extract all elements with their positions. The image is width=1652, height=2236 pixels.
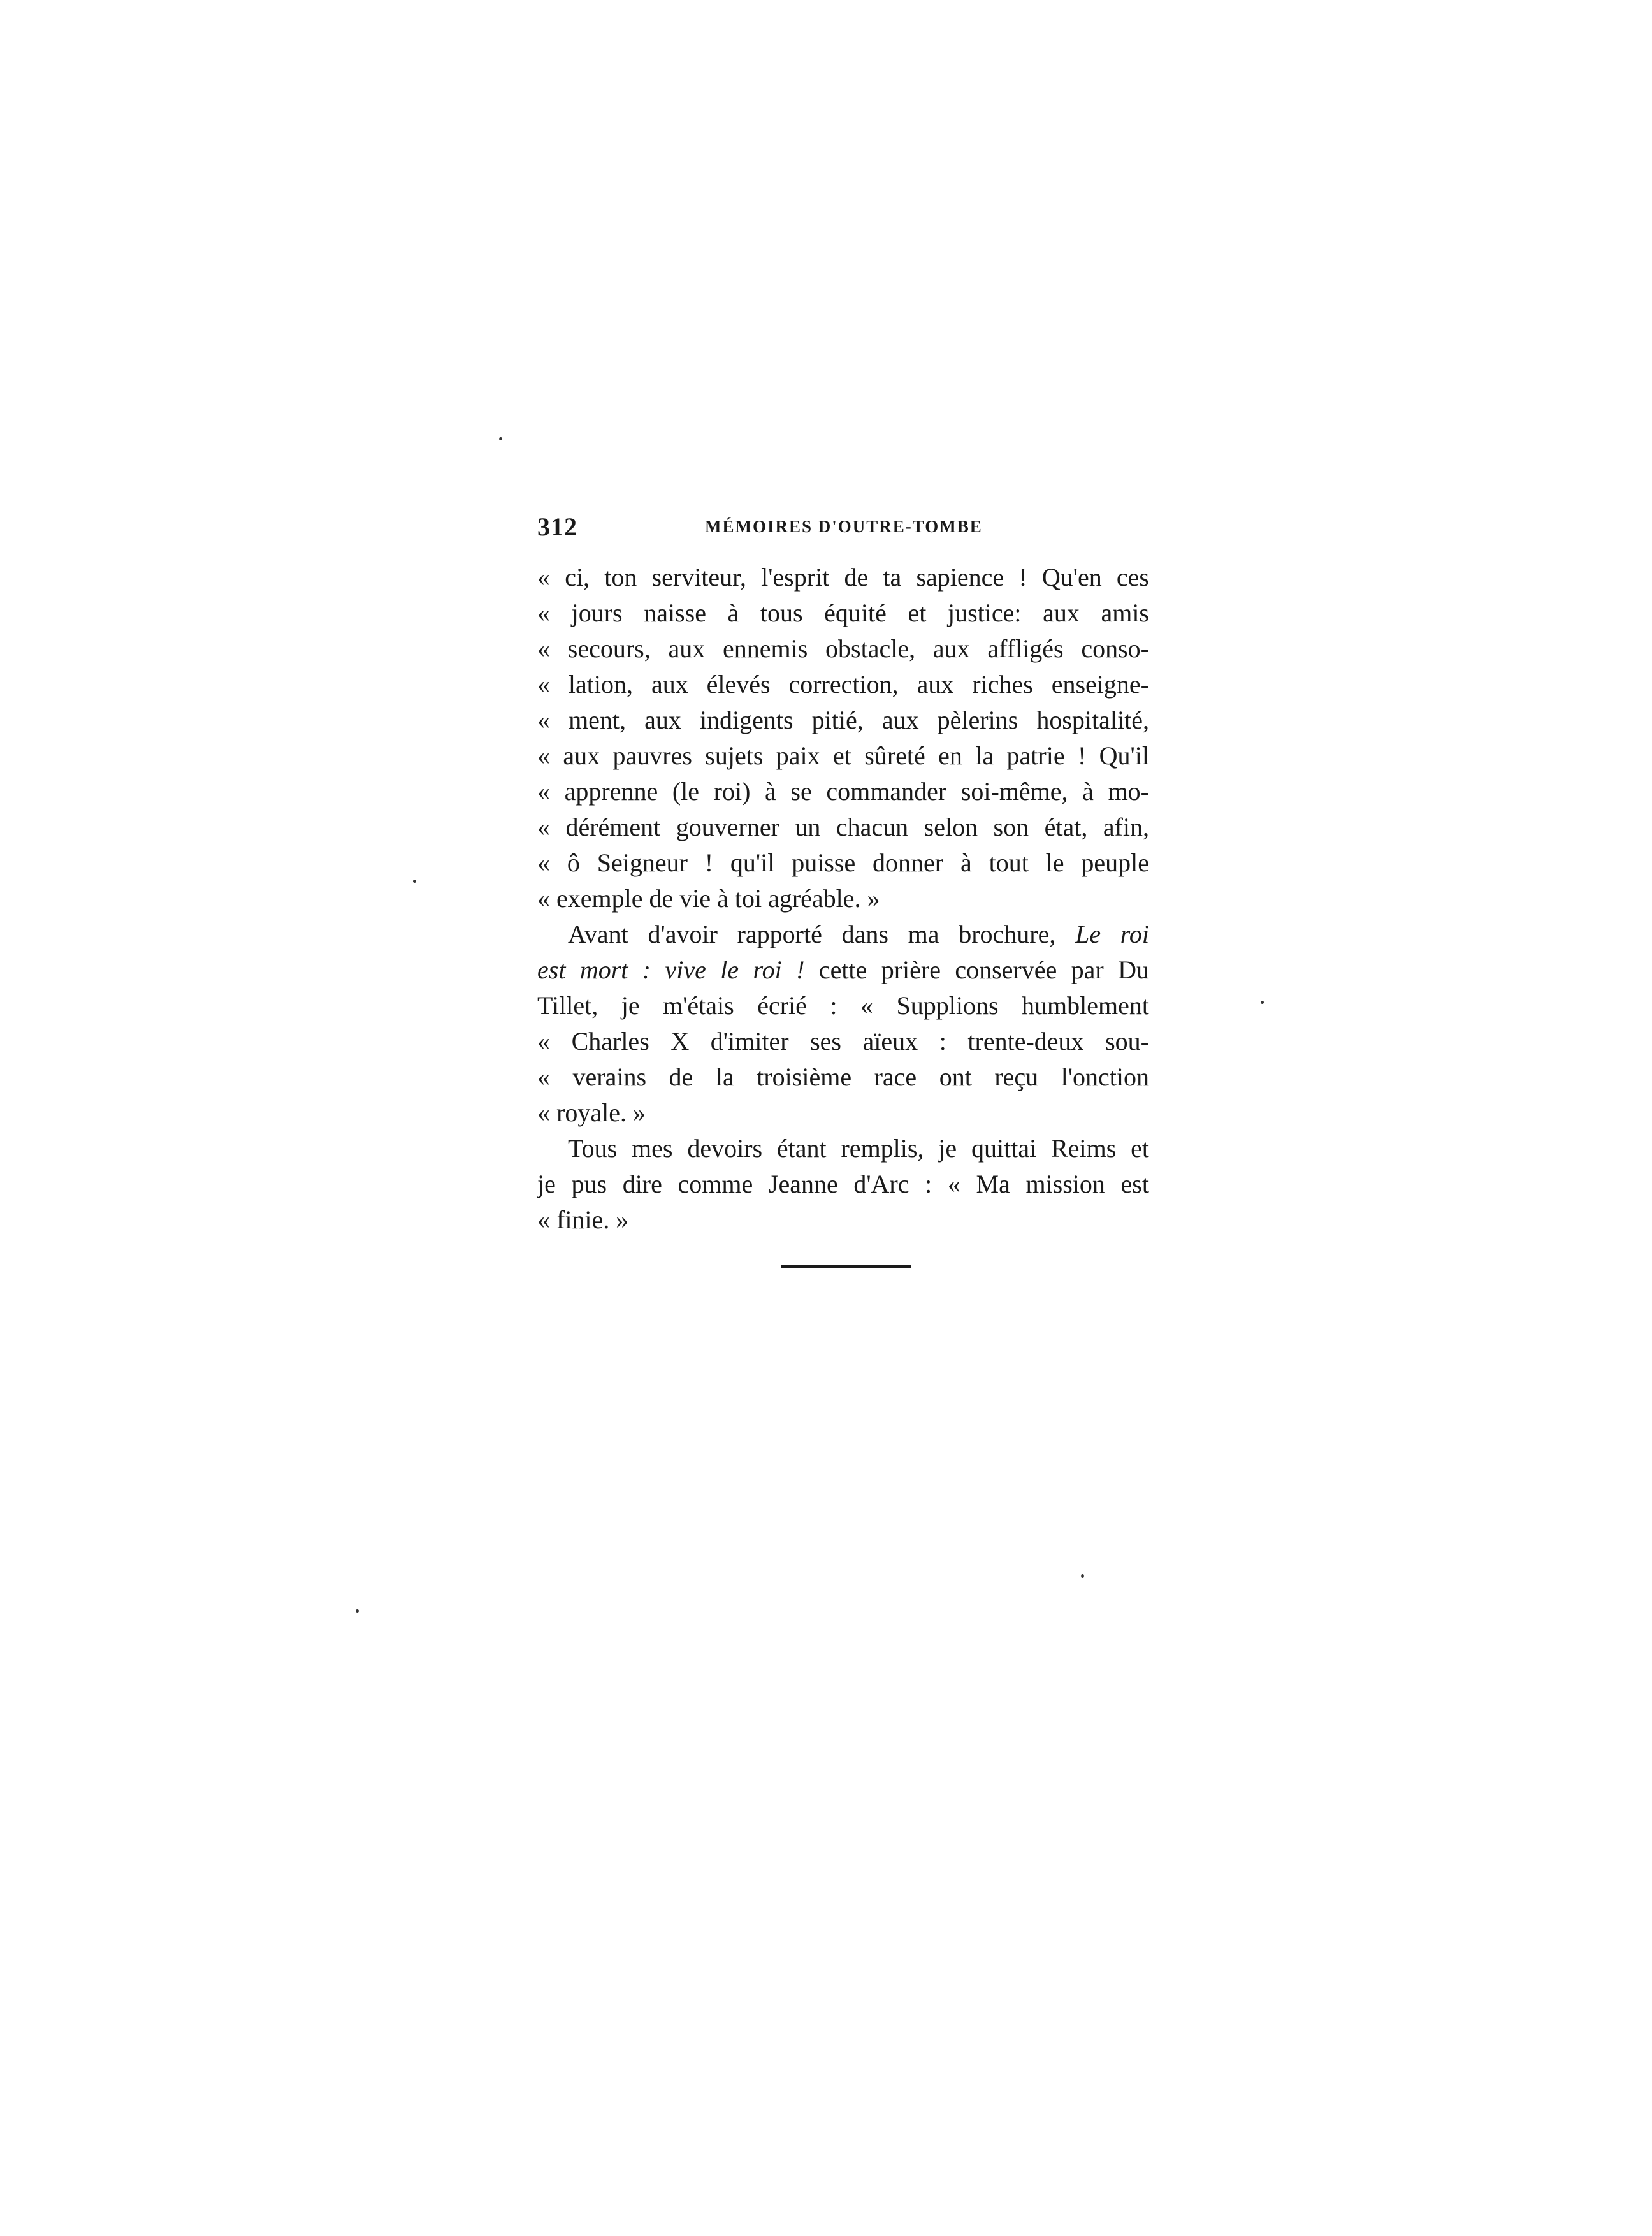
book-title-italic: est mort : vive le roi ! xyxy=(537,955,805,984)
text-run: Avant d'avoir rapporté dans ma brochure, xyxy=(568,920,1076,948)
text-run: cette prière conservée par Du xyxy=(804,955,1149,984)
text-line: « dérément gouverner un chacun selon son état, afin, xyxy=(537,813,1149,841)
print-speck xyxy=(413,880,416,883)
print-speck xyxy=(356,1609,359,1613)
print-speck xyxy=(1261,1001,1264,1004)
text-line: « ô Seigneur ! qu'il puisse donner à tout le peuple xyxy=(537,848,1149,877)
book-title-italic: Le roi xyxy=(1075,920,1149,948)
running-head: MÉMOIRES D'OUTRE-TOMBE xyxy=(705,517,983,536)
text-line: je pus dire comme Jeanne d'Arc : « Ma mission est xyxy=(537,1170,1149,1198)
section-end-rule xyxy=(781,1265,911,1268)
text-line: « aux pauvres sujets paix et sûreté en la patrie ! Qu'il xyxy=(537,741,1149,770)
text-line: Tous mes devoirs étant remplis, je quittai Reims et xyxy=(568,1134,1149,1163)
text-line: « jours naisse à tous équité et justice: aux amis xyxy=(537,599,1149,627)
page-number: 312 xyxy=(537,512,577,541)
text-line: « Charles X d'imiter ses aïeux : trente-deux sou- xyxy=(537,1027,1149,1056)
text-line: « verains de la troisième race ont reçu l'onction xyxy=(537,1063,1149,1091)
print-speck xyxy=(1081,1574,1084,1578)
text-line: « secours, aux ennemis obstacle, aux affligés conso- xyxy=(537,634,1149,663)
page-header xyxy=(537,512,1149,550)
text-line xyxy=(537,952,1149,988)
text-line: « exemple de vie à toi agréable. » xyxy=(537,884,880,913)
body-text xyxy=(537,560,1149,1238)
text-line xyxy=(537,917,1149,952)
text-line: « finie. » xyxy=(537,1205,629,1234)
text-line: « ment, aux indigents pitié, aux pèlerins hospitalité, xyxy=(537,706,1149,734)
text-line: « lation, aux élevés correction, aux riches enseigne- xyxy=(537,670,1149,699)
text-line: « royale. » xyxy=(537,1098,646,1127)
text-line: Tillet, je m'étais écrié : « Supplions humblement xyxy=(537,991,1149,1020)
text-line: « apprenne (le roi) à se commander soi-même, à mo- xyxy=(537,777,1149,806)
print-speck xyxy=(499,437,502,440)
text-line: « ci, ton serviteur, l'esprit de ta sapience ! Qu'en ces xyxy=(537,563,1149,592)
